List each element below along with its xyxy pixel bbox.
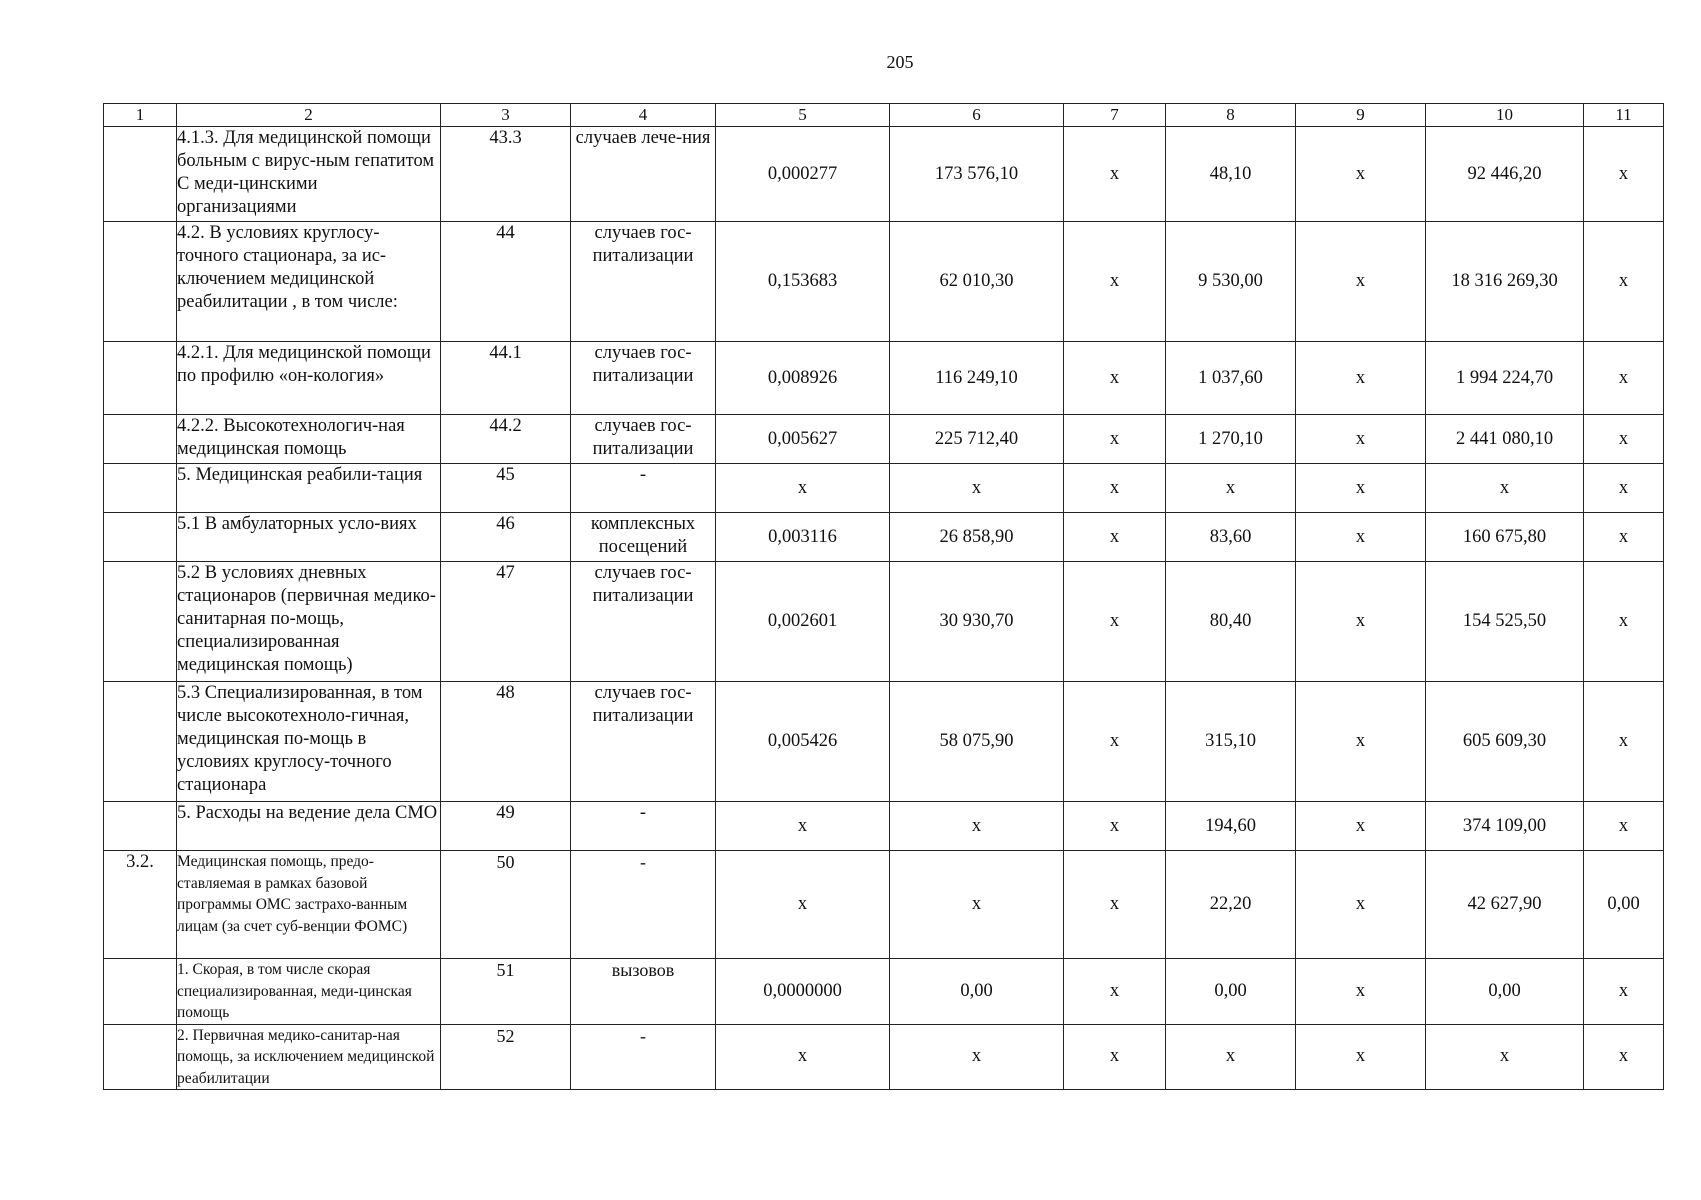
row-unit: - — [571, 1024, 716, 1090]
column-header: 7 — [1064, 104, 1166, 127]
row-value-8: 0,00 — [1166, 959, 1296, 1025]
row-value-6: 116 249,10 — [890, 342, 1064, 415]
row-value-9: х — [1296, 682, 1426, 802]
column-number-row — [104, 104, 1664, 127]
table-row — [104, 1024, 1664, 1090]
row-value-7: х — [1064, 802, 1166, 851]
row-unit: - — [571, 802, 716, 851]
row-unit: случаев гос-питализации — [571, 415, 716, 464]
row-value-11: х — [1584, 415, 1664, 464]
row-unit: случаев гос-питализации — [571, 342, 716, 415]
row-value-7: х — [1064, 222, 1166, 342]
row-line-code: 49 — [441, 802, 571, 851]
row-value-10: 154 525,50 — [1426, 562, 1584, 682]
row-value-9: х — [1296, 802, 1426, 851]
row-value-8: 48,10 — [1166, 127, 1296, 222]
row-value-10: 18 316 269,30 — [1426, 222, 1584, 342]
row-value-5: х — [716, 851, 890, 959]
row-section-number — [104, 513, 177, 562]
row-section-number — [104, 127, 177, 222]
row-unit: случаев лече-ния — [571, 127, 716, 222]
row-value-8: 22,20 — [1166, 851, 1296, 959]
row-value-10: 92 446,20 — [1426, 127, 1584, 222]
row-indicator-name: 5.2 В условиях дневных стационаров (первичная медико-санитарная по-мощь, специализированная медицинская помощь) — [177, 562, 441, 682]
row-value-8: 194,60 — [1166, 802, 1296, 851]
row-indicator-name: 5. Медицинская реабили-тация — [177, 464, 441, 513]
row-unit: случаев гос-питализации — [571, 682, 716, 802]
row-value-10: 2 441 080,10 — [1426, 415, 1584, 464]
column-header: 10 — [1426, 104, 1584, 127]
row-line-code: 48 — [441, 682, 571, 802]
row-value-7: х — [1064, 1024, 1166, 1090]
row-line-code: 51 — [441, 959, 571, 1025]
row-section-number — [104, 464, 177, 513]
row-indicator-name: 1. Скорая, в том числе скорая специализированная, меди-цинская помощь — [177, 959, 441, 1025]
row-value-6: х — [890, 1024, 1064, 1090]
row-value-11: 0,00 — [1584, 851, 1664, 959]
row-value-11: х — [1584, 802, 1664, 851]
row-value-10: 160 675,80 — [1426, 513, 1584, 562]
row-line-code: 44.1 — [441, 342, 571, 415]
row-value-6: 58 075,90 — [890, 682, 1064, 802]
row-indicator-name: 5. Расходы на ведение дела СМО — [177, 802, 441, 851]
row-section-number — [104, 222, 177, 342]
row-section-number — [104, 802, 177, 851]
row-value-7: х — [1064, 959, 1166, 1025]
table-row — [104, 342, 1664, 415]
column-header: 6 — [890, 104, 1064, 127]
column-header: 5 — [716, 104, 890, 127]
row-value-5: х — [716, 802, 890, 851]
row-value-8: х — [1166, 464, 1296, 513]
row-value-8: 9 530,00 — [1166, 222, 1296, 342]
row-section-number — [104, 562, 177, 682]
row-value-5: 0,005627 — [716, 415, 890, 464]
table-row — [104, 127, 1664, 222]
row-value-10: х — [1426, 1024, 1584, 1090]
row-value-7: х — [1064, 127, 1166, 222]
row-value-6: х — [890, 851, 1064, 959]
row-value-8: 315,10 — [1166, 682, 1296, 802]
row-value-8: 1 270,10 — [1166, 415, 1296, 464]
row-value-5: 0,153683 — [716, 222, 890, 342]
row-value-6: 173 576,10 — [890, 127, 1064, 222]
column-header: 11 — [1584, 104, 1664, 127]
row-value-9: х — [1296, 415, 1426, 464]
row-value-10: 42 627,90 — [1426, 851, 1584, 959]
row-unit: случаев гос-питализации — [571, 222, 716, 342]
row-value-9: х — [1296, 513, 1426, 562]
row-section-number — [104, 1024, 177, 1090]
row-value-7: х — [1064, 851, 1166, 959]
row-value-6: 62 010,30 — [890, 222, 1064, 342]
table-row — [104, 562, 1664, 682]
row-indicator-name: 4.2.2. Высокотехнологич-ная медицинская помощь — [177, 415, 441, 464]
table-row — [104, 959, 1664, 1025]
row-value-11: х — [1584, 682, 1664, 802]
data-table — [103, 103, 1664, 1090]
row-line-code: 50 — [441, 851, 571, 959]
row-value-11: х — [1584, 562, 1664, 682]
row-value-7: х — [1064, 562, 1166, 682]
row-value-10: 605 609,30 — [1426, 682, 1584, 802]
column-header: 9 — [1296, 104, 1426, 127]
row-unit: случаев гос-питализации — [571, 562, 716, 682]
row-indicator-name: 4.2. В условиях круглосу-точного стационара, за ис-ключением медицинской реабилитации , в том числе: — [177, 222, 441, 342]
row-value-10: 1 994 224,70 — [1426, 342, 1584, 415]
row-value-9: х — [1296, 959, 1426, 1025]
row-section-number — [104, 415, 177, 464]
column-header: 2 — [177, 104, 441, 127]
row-line-code: 44 — [441, 222, 571, 342]
column-header: 4 — [571, 104, 716, 127]
row-indicator-name: 2. Первичная медико-санитар-ная помощь, за исключением медицинской реабилитации — [177, 1024, 441, 1090]
row-unit: - — [571, 851, 716, 959]
table-body — [104, 127, 1664, 1090]
row-value-11: х — [1584, 1024, 1664, 1090]
row-value-5: х — [716, 464, 890, 513]
row-value-10: 0,00 — [1426, 959, 1584, 1025]
row-value-5: 0,008926 — [716, 342, 890, 415]
row-value-11: х — [1584, 959, 1664, 1025]
row-value-6: 0,00 — [890, 959, 1064, 1025]
row-value-8: 1 037,60 — [1166, 342, 1296, 415]
row-value-7: х — [1064, 513, 1166, 562]
row-value-11: х — [1584, 464, 1664, 513]
row-indicator-name: 4.2.1. Для медицинской помощи по профилю «он-кология» — [177, 342, 441, 415]
row-value-5: 0,0000000 — [716, 959, 890, 1025]
table-row — [104, 851, 1664, 959]
row-value-11: х — [1584, 127, 1664, 222]
row-value-7: х — [1064, 682, 1166, 802]
row-indicator-name: 5.3 Специализированная, в том числе высокотехноло-гичная, медицинская по-мощь в условиях круглосу-точного стационара — [177, 682, 441, 802]
row-value-9: х — [1296, 464, 1426, 513]
row-value-8: 80,40 — [1166, 562, 1296, 682]
row-unit: комплексных посещений — [571, 513, 716, 562]
row-section-number: 3.2. — [104, 851, 177, 959]
row-value-10: 374 109,00 — [1426, 802, 1584, 851]
column-header: 3 — [441, 104, 571, 127]
row-value-9: х — [1296, 342, 1426, 415]
row-line-code: 46 — [441, 513, 571, 562]
table-row — [104, 513, 1664, 562]
row-value-5: х — [716, 1024, 890, 1090]
row-line-code: 44.2 — [441, 415, 571, 464]
row-section-number — [104, 682, 177, 802]
row-value-8: х — [1166, 1024, 1296, 1090]
row-value-9: х — [1296, 127, 1426, 222]
row-section-number — [104, 959, 177, 1025]
row-indicator-name: 4.1.3. Для медицинской помощи больным с вирус-ным гепатитом С меди-цинскими организациями — [177, 127, 441, 222]
row-unit: - — [571, 464, 716, 513]
row-value-5: 0,000277 — [716, 127, 890, 222]
table-row — [104, 415, 1664, 464]
row-section-number — [104, 342, 177, 415]
row-value-6: х — [890, 464, 1064, 513]
row-value-7: х — [1064, 464, 1166, 513]
table-row — [104, 682, 1664, 802]
row-value-10: х — [1426, 464, 1584, 513]
row-value-11: х — [1584, 513, 1664, 562]
row-indicator-name: Медицинская помощь, предо-ставляемая в рамках базовой программы ОМС застрахо-ванным лицам (за счет суб-венции ФОМС) — [177, 851, 441, 959]
column-header: 8 — [1166, 104, 1296, 127]
row-unit: вызовов — [571, 959, 716, 1025]
row-value-6: 26 858,90 — [890, 513, 1064, 562]
row-value-6: 30 930,70 — [890, 562, 1064, 682]
row-value-9: х — [1296, 851, 1426, 959]
row-value-8: 83,60 — [1166, 513, 1296, 562]
row-value-5: 0,005426 — [716, 682, 890, 802]
row-value-5: 0,003116 — [716, 513, 890, 562]
table-row — [104, 802, 1664, 851]
row-value-11: х — [1584, 342, 1664, 415]
row-value-9: х — [1296, 562, 1426, 682]
row-indicator-name: 5.1 В амбулаторных усло-виях — [177, 513, 441, 562]
column-header: 1 — [104, 104, 177, 127]
row-line-code: 45 — [441, 464, 571, 513]
row-line-code: 43.3 — [441, 127, 571, 222]
table-row — [104, 222, 1664, 342]
row-value-11: х — [1584, 222, 1664, 342]
row-value-5: 0,002601 — [716, 562, 890, 682]
table-row — [104, 464, 1664, 513]
row-value-6: 225 712,40 — [890, 415, 1064, 464]
row-value-6: х — [890, 802, 1064, 851]
row-line-code: 47 — [441, 562, 571, 682]
row-value-9: х — [1296, 222, 1426, 342]
row-value-7: х — [1064, 342, 1166, 415]
page-number: 205 — [886, 52, 914, 72]
row-line-code: 52 — [441, 1024, 571, 1090]
row-value-7: х — [1064, 415, 1166, 464]
row-value-9: х — [1296, 1024, 1426, 1090]
